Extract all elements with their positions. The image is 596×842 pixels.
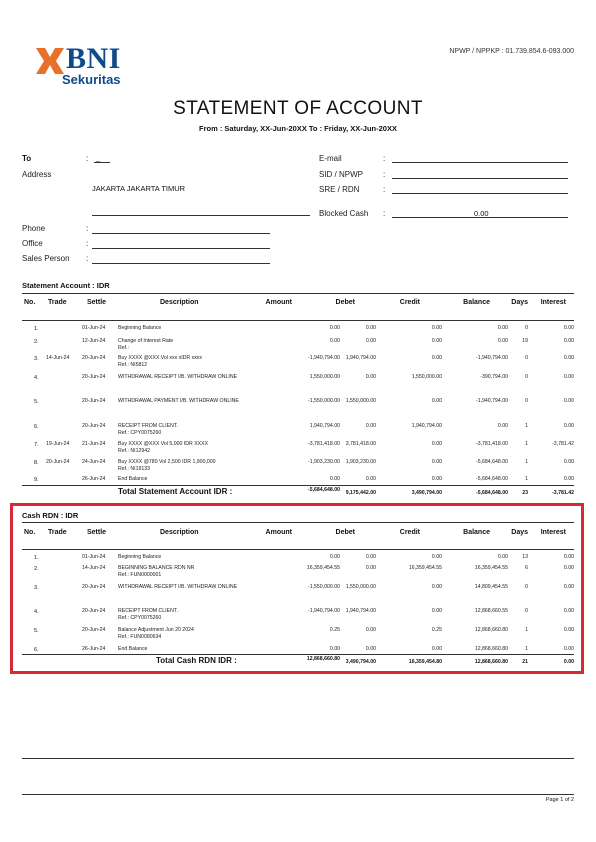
row-description: RECEIPT FROM CLIENT. Ref.: CPY0075260 <box>118 608 178 621</box>
column-header: Interest <box>540 299 566 306</box>
row-number: 6. <box>34 647 39 653</box>
row-balance: 0.00 <box>497 423 508 429</box>
address-underline <box>92 215 310 216</box>
total-days: 23 <box>522 490 528 496</box>
column-header: Description <box>160 299 199 306</box>
row-debet: 0.00 <box>365 554 376 560</box>
row-credit: 0.00 <box>431 646 442 652</box>
row-description: Change of Interest Rate Ref.: <box>118 338 174 351</box>
column-header: No. <box>24 529 36 536</box>
sre-rdn-label: SRE / RDN <box>319 185 360 194</box>
row-settle: 21-Jun-24 <box>82 441 106 447</box>
row-number: 3. <box>34 585 39 591</box>
row-days: 19 <box>522 338 528 344</box>
row-description: RECEIPT FROM CLIENT. Ref.: CPY0075260 <box>118 423 178 436</box>
row-debet: 0.00 <box>365 565 376 571</box>
row-amount: 0.00 <box>329 476 340 482</box>
row-amount: 0.00 <box>329 554 340 560</box>
sid-npwp-field <box>392 178 568 179</box>
footer-rule-2 <box>22 794 574 795</box>
row-number: 9. <box>34 477 39 483</box>
row-number: 5. <box>34 399 39 405</box>
statement-header-rule <box>22 320 574 321</box>
row-trade: 14-Jun-24 <box>46 355 70 361</box>
row-amount: 1,940,794.00 <box>309 423 340 429</box>
row-interest: 0.00 <box>563 476 574 482</box>
total-balance: 12,868,660.80 <box>474 659 508 665</box>
row-credit: 0.00 <box>431 441 442 447</box>
row-interest: 0.00 <box>563 423 574 429</box>
column-header: Settle <box>87 529 107 536</box>
column-header: Trade <box>48 529 67 536</box>
row-debet: 0.00 <box>365 423 376 429</box>
total-interest: 0.00 <box>563 659 574 665</box>
row-number: 1. <box>34 326 39 332</box>
row-settle: 01-Jun-24 <box>82 554 106 560</box>
row-interest: 0.00 <box>563 338 574 344</box>
row-settle: 20-Jun-24 <box>82 627 106 633</box>
footer-rule-1 <box>22 758 574 759</box>
row-settle: 01-Jun-24 <box>82 325 106 331</box>
row-debet: 0.00 <box>365 338 376 344</box>
row-balance: 0.00 <box>497 325 508 331</box>
statement-top-rule <box>22 293 574 294</box>
row-balance: 12,868,660.55 <box>474 608 508 614</box>
row-number: 2. <box>34 339 39 345</box>
column-header: Balance <box>463 299 490 306</box>
row-debet: 0.00 <box>365 627 376 633</box>
cash-top-rule <box>22 522 574 523</box>
email-field <box>392 162 568 163</box>
column-header: Credit <box>399 529 420 536</box>
row-description: WITHDRAWAL RECEIPT I/B. WITHDRAW ONLINE <box>118 374 238 380</box>
row-settle: 20-Jun-24 <box>82 355 106 361</box>
row-debet: 3,781,418.00 <box>345 441 376 447</box>
row-number: 1. <box>34 555 39 561</box>
row-debet: 1,550,000.00 <box>345 398 376 404</box>
row-description: WITHDRAWAL RECEIPT I/B. WITHDRAW ONLINE <box>118 584 238 590</box>
row-days: 1 <box>525 646 528 652</box>
address-label: Address <box>22 170 52 179</box>
email-label: E-mail <box>319 154 342 163</box>
column-header: Description <box>160 529 199 536</box>
row-interest: 0.00 <box>563 627 574 633</box>
row-debet: 0.00 <box>365 325 376 331</box>
total-amount: -5,684,648.00 <box>307 487 340 493</box>
to-underline <box>94 162 110 163</box>
row-balance: 12,868,660.80 <box>474 627 508 633</box>
row-days: 0 <box>525 584 528 590</box>
total-debet: 9,175,442.00 <box>345 490 376 496</box>
row-balance: -1,940,794.00 <box>475 355 508 361</box>
row-days: 1 <box>525 441 528 447</box>
row-debet: 1,940,794.00 <box>345 355 376 361</box>
row-credit: 0.00 <box>431 608 442 614</box>
row-days: 1 <box>525 459 528 465</box>
row-days: 0 <box>525 355 528 361</box>
row-interest: 0.00 <box>563 565 574 571</box>
row-number: 3. <box>34 356 39 362</box>
to-label: To <box>22 154 32 163</box>
row-interest: 0.00 <box>563 355 574 361</box>
total-interest: -3,781.42 <box>552 490 574 496</box>
row-settle: 20-Jun-24 <box>82 584 106 590</box>
statement-section-title: Statement Account : IDR <box>22 281 110 290</box>
blocked-cash-label: Blocked Cash <box>319 209 369 218</box>
total-rule <box>22 654 574 655</box>
to-value: _ <box>96 153 101 162</box>
row-amount: 16,359,454.55 <box>306 565 340 571</box>
row-amount: -3,781,418.00 <box>307 441 340 447</box>
row-debet: 0.00 <box>365 374 376 380</box>
row-debet: 0.00 <box>365 476 376 482</box>
phone-label: Phone <box>22 224 46 233</box>
row-interest: 0.00 <box>563 584 574 590</box>
bni-logo-mark-icon <box>36 48 64 74</box>
row-balance: 16,359,454.55 <box>474 565 508 571</box>
column-header: No. <box>24 299 36 306</box>
sre-rdn-field <box>392 193 568 194</box>
row-balance: 0.00 <box>497 338 508 344</box>
row-debet: 1,550,000.00 <box>345 584 376 590</box>
row-days: 0 <box>525 374 528 380</box>
total-amount: 12,868,660.80 <box>306 656 340 662</box>
row-days: 6 <box>525 565 528 571</box>
address-value: JAKARTA JAKARTA TIMUR <box>92 184 186 193</box>
row-settle: 26-Jun-24 <box>82 646 106 652</box>
row-amount: 0.00 <box>329 325 340 331</box>
column-header: Balance <box>463 529 490 536</box>
row-settle: 14-Jun-24 <box>82 565 106 571</box>
row-debet: 0.00 <box>365 646 376 652</box>
column-header: Debet <box>335 299 355 306</box>
row-number: 2. <box>34 566 39 572</box>
page-number: Page 1 of 2 <box>545 797 574 803</box>
row-description: End Balance <box>118 646 148 652</box>
row-interest: 0.00 <box>563 459 574 465</box>
row-description: Buy XXXX @XXX Vol xxx xIDR xxxx Ref.: NI5812 <box>118 355 202 368</box>
row-description: Beginning Balance <box>118 554 162 560</box>
npwp-info: NPWP / NPPKP : 01.739.854.6-093.000 <box>449 48 574 55</box>
row-amount: 1,550,000.00 <box>309 374 340 380</box>
column-header: Trade <box>48 299 67 306</box>
row-interest: 0.00 <box>563 398 574 404</box>
cash-section-title: Cash RDN : IDR <box>22 511 79 520</box>
row-amount: 0.00 <box>329 338 340 344</box>
row-days: 0 <box>525 398 528 404</box>
row-amount: 0.00 <box>329 646 340 652</box>
blocked-cash-value: 0.00 <box>474 209 489 218</box>
row-trade: 19-Jun-24 <box>46 441 70 447</box>
row-settle: 20-Jun-24 <box>82 608 106 614</box>
row-days: 0 <box>525 608 528 614</box>
row-balance: -5,684,648.00 <box>475 459 508 465</box>
row-credit: 0.00 <box>431 459 442 465</box>
row-credit: 1,940,794.00 <box>411 423 442 429</box>
row-balance: -1,940,794.00 <box>475 398 508 404</box>
row-credit: 0.25 <box>431 627 442 633</box>
column-header: Days <box>511 299 528 306</box>
total-label: Total Statement Account IDR : <box>118 487 233 496</box>
row-days: 1 <box>525 627 528 633</box>
row-amount: -1,903,230.00 <box>307 459 340 465</box>
row-amount: -1,550,000.00 <box>307 584 340 590</box>
row-credit: 0.00 <box>431 398 442 404</box>
column-header: Interest <box>540 529 566 536</box>
row-description: Beginning Balance <box>118 325 162 331</box>
column-header: Amount <box>265 299 292 306</box>
row-debet: 1,903,230.00 <box>345 459 376 465</box>
row-credit: 0.00 <box>431 338 442 344</box>
row-days: 13 <box>522 554 528 560</box>
row-balance: -390,794.00 <box>480 374 508 380</box>
row-interest: -3,781.42 <box>552 441 574 447</box>
row-number: 7. <box>34 442 39 448</box>
row-credit: 0.00 <box>431 355 442 361</box>
column-header: Credit <box>399 299 420 306</box>
row-number: 5. <box>34 628 39 634</box>
row-number: 6. <box>34 424 39 430</box>
row-credit: 0.00 <box>431 476 442 482</box>
row-description: WITHDRAWAL PAYMENT I/B. WITHDRAW ONLINE <box>118 398 239 404</box>
row-trade: 20-Jun-24 <box>46 459 70 465</box>
phone-field <box>92 233 270 234</box>
row-interest: 0.00 <box>563 608 574 614</box>
row-interest: 0.00 <box>563 325 574 331</box>
office-label: Office <box>22 239 43 248</box>
statement-period: From : Saturday, XX-Jun-20XX To : Friday, XX-Jun-20XX <box>199 124 397 133</box>
row-number: 4. <box>34 609 39 615</box>
row-settle: 20-Jun-24 <box>82 398 106 404</box>
row-balance: 0.00 <box>497 554 508 560</box>
row-days: 1 <box>525 423 528 429</box>
total-rule <box>22 485 574 486</box>
row-interest: 0.00 <box>563 554 574 560</box>
row-settle: 24-Jun-24 <box>82 459 106 465</box>
row-number: 8. <box>34 460 39 466</box>
column-header: Days <box>511 529 528 536</box>
total-days: 21 <box>522 659 528 665</box>
row-credit: 0.00 <box>431 584 442 590</box>
row-settle: 12-Jun-24 <box>82 338 106 344</box>
document-title: STATEMENT OF ACCOUNT <box>173 98 423 119</box>
row-amount: 0.25 <box>329 627 340 633</box>
logo-text: BNI <box>66 42 121 75</box>
row-amount: -1,550,000.00 <box>307 398 340 404</box>
row-description: Buy XXXX @XXX Vol 5,000 IDR XXXX Ref.: NI12942 <box>118 441 209 454</box>
row-description: Buy XXXX @780 Vol 2,500 IDR 1,900,000 Ref.: NI19133 <box>118 459 216 472</box>
column-header: Amount <box>265 529 292 536</box>
row-balance: 12,868,660.80 <box>474 646 508 652</box>
row-credit: 0.00 <box>431 554 442 560</box>
row-settle: 20-Jun-24 <box>82 423 106 429</box>
column-header: Settle <box>87 299 107 306</box>
total-credit: 16,359,454.80 <box>408 659 442 665</box>
row-description: Balance Adjustment Jun 20 2024 Ref.: FUN0080634 <box>118 627 194 640</box>
row-settle: 26-Jun-24 <box>82 476 106 482</box>
row-interest: 0.00 <box>563 374 574 380</box>
row-debet: 1,940,794.00 <box>345 608 376 614</box>
row-credit: 0.00 <box>431 325 442 331</box>
row-balance: 14,809,454.55 <box>474 584 508 590</box>
row-settle: 20-Jun-24 <box>82 374 106 380</box>
total-debet: 3,490,794.00 <box>345 659 376 665</box>
row-interest: 0.00 <box>563 646 574 652</box>
logo-subtext: Sekuritas <box>62 72 121 87</box>
row-credit: 16,359,454.55 <box>408 565 442 571</box>
office-field <box>92 248 270 249</box>
row-description: BEGINNING BALANCE RDN NR Ref.: FUN0000001 <box>118 565 195 578</box>
total-balance: -5,684,648.00 <box>475 490 508 496</box>
row-number: 4. <box>34 375 39 381</box>
sales-person-field <box>92 263 270 264</box>
row-amount: -1,940,794.00 <box>307 608 340 614</box>
row-amount: -1,940,794.00 <box>307 355 340 361</box>
row-days: 1 <box>525 476 528 482</box>
column-header: Debet <box>335 529 355 536</box>
row-description: End Balance <box>118 476 148 482</box>
row-balance: -5,684,648.00 <box>475 476 508 482</box>
to-colon: : <box>86 154 89 163</box>
sales-person-label: Sales Person <box>22 254 70 263</box>
cash-header-rule <box>22 549 574 550</box>
row-balance: -3,781,418.00 <box>475 441 508 447</box>
row-days: 0 <box>525 325 528 331</box>
row-credit: 1,550,000.00 <box>411 374 442 380</box>
sid-npwp-label: SID / NPWP <box>319 170 364 179</box>
blocked-cash-underline <box>392 217 568 218</box>
total-credit: 3,490,794.00 <box>411 490 442 496</box>
total-label: Total Cash RDN IDR : <box>156 656 237 665</box>
